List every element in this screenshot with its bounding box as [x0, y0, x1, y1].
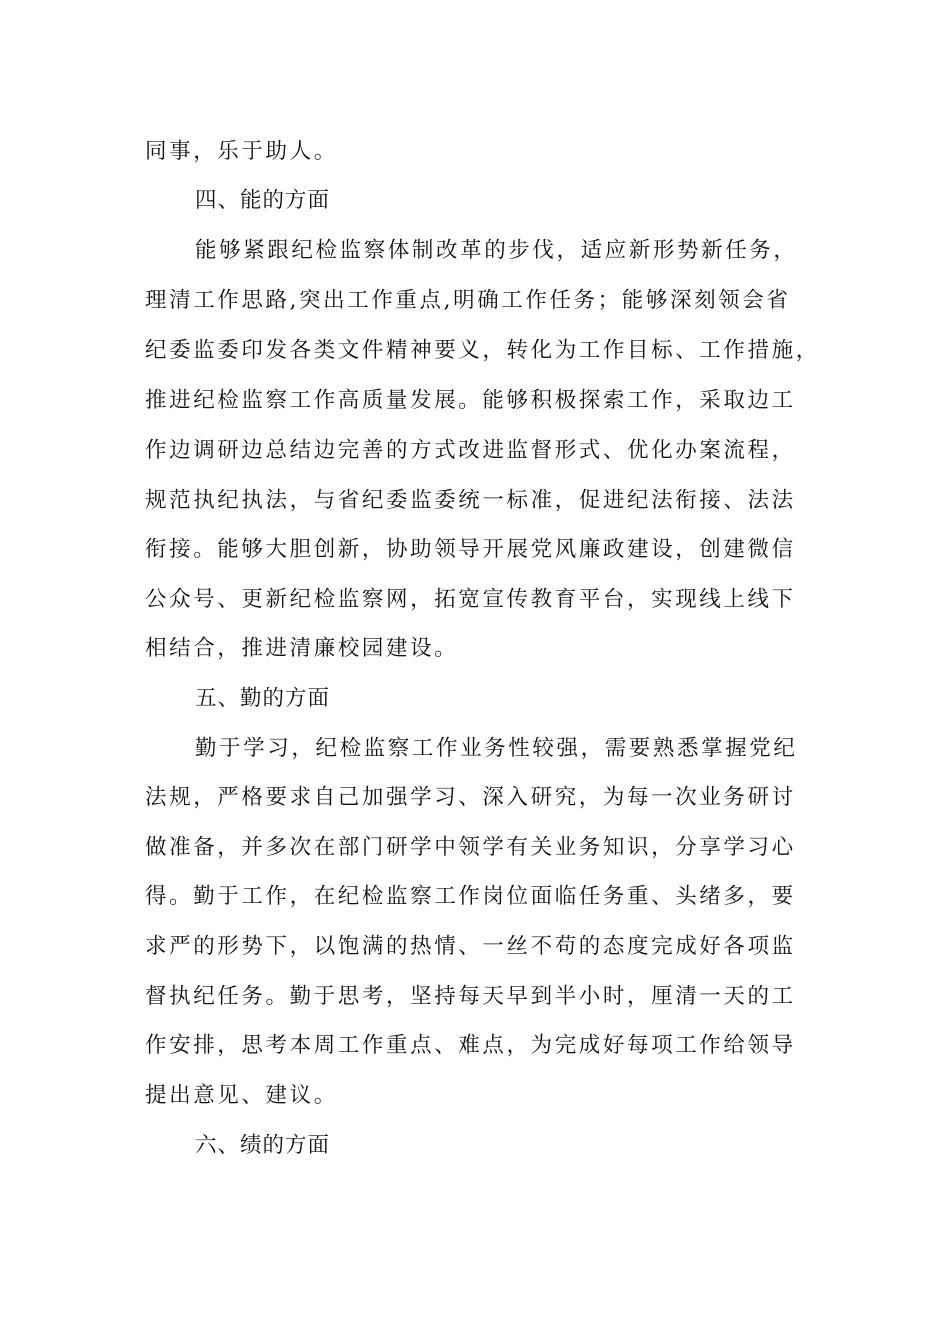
paragraph-line: 公众号、更新纪检监察网，拓宽宣传教育平台，实现线上线下 — [145, 587, 796, 612]
paragraph-line: 做准备，并多次在部门研学中领学有关业务知识，分享学习心 — [145, 835, 796, 860]
paragraph-line: 纪委监委印发各类文件精神要义，转化为工作目标、工作措施， — [145, 338, 820, 363]
paragraph-line: 相结合，推进清廉校园建设。 — [145, 636, 459, 661]
paragraph-line: 求严的形势下，以饱满的热情、一丝不苟的态度完成好各项监 — [145, 934, 796, 959]
paragraph-line: 理清工作思路,突出工作重点,明确工作任务；能够深刻领会省 — [145, 288, 791, 313]
paragraph-line: 同事，乐于助人。 — [145, 139, 338, 164]
paragraph-line: 能够紧跟纪检监察体制改革的步伐，适应新形势新任务， — [195, 238, 798, 263]
paragraph-line: 得。勤于工作，在纪检监察工作岗位面临任务重、头绪多，要 — [145, 884, 796, 909]
section-heading-6: 六、绩的方面 — [195, 1133, 331, 1158]
paragraph-line: 作安排，思考本周工作重点、难点，为完成好每项工作给领导 — [145, 1033, 796, 1058]
paragraph-line: 提出意见、建议。 — [145, 1083, 338, 1108]
paragraph-line: 法规，严格要求自己加强学习、深入研究，为每一次业务研讨 — [145, 785, 796, 810]
paragraph-line: 作边调研边总结边完善的方式改进监督形式、优化办案流程， — [145, 438, 796, 463]
paragraph-line: 推进纪检监察工作高质量发展。能够积极探索工作，采取边工 — [145, 388, 796, 413]
paragraph-line: 督执纪任务。勤于思考，坚持每天早到半小时，厘清一天的工 — [145, 984, 796, 1009]
paragraph-line: 勤于学习，纪检监察工作业务性较强，需要熟悉掌握党纪 — [195, 736, 798, 761]
section-heading-4: 四、能的方面 — [195, 188, 331, 213]
paragraph-line: 规范执纪执法，与省纪委监委统一标准，促进纪法衔接、法法 — [145, 488, 796, 513]
paragraph-line: 衔接。能够大胆创新，协助领导开展党风廉政建设，创建微信 — [145, 537, 796, 562]
section-heading-5: 五、勤的方面 — [195, 686, 331, 711]
